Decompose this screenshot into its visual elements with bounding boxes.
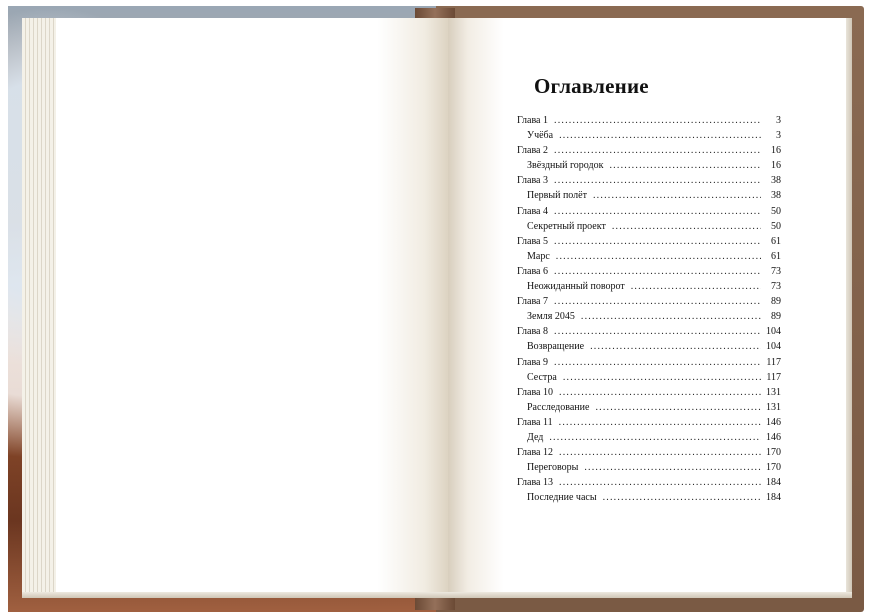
toc-page-number: 38: [771, 175, 781, 187]
toc-entry-label: Дед: [527, 431, 544, 443]
toc-entry-label: Земля 2045: [527, 311, 575, 323]
toc-entry-label: Звёздный городок: [527, 160, 604, 172]
toc-dot-leader: [559, 475, 761, 490]
toc-page-number: 117: [766, 356, 781, 368]
toc-page-number: 73: [771, 281, 781, 293]
toc-chapter-entry[interactable]: [517, 324, 781, 339]
bottom-page-stack: [22, 592, 852, 598]
toc-page-number: 104: [766, 341, 781, 353]
toc-entry-label: Расследование: [527, 401, 590, 413]
right-page-edge: [846, 18, 852, 598]
toc-page-number: 170: [766, 462, 781, 474]
toc-chapter-entry[interactable]: [517, 475, 781, 490]
toc-page-number: 50: [771, 220, 781, 232]
toc-dot-leader: [554, 324, 761, 339]
toc-chapter-entry[interactable]: [517, 385, 781, 400]
toc-entry-label: Глава 12: [517, 447, 553, 459]
toc-dot-leader: [563, 370, 761, 385]
toc-entry-label: Глава 2: [517, 145, 548, 157]
toc-entry-label: Сестра: [527, 371, 557, 383]
toc-subentry[interactable]: [517, 249, 781, 264]
toc-chapter-entry[interactable]: [517, 173, 781, 188]
toc-entry-label: Марс: [527, 250, 550, 262]
toc-dot-leader: [559, 385, 761, 400]
toc-page-number: 50: [771, 205, 781, 217]
toc-subentry[interactable]: [517, 279, 781, 294]
toc-entry-label: Переговоры: [527, 462, 579, 474]
toc-page-number: 117: [766, 371, 781, 383]
toc-subentry[interactable]: [517, 490, 781, 505]
toc-entry-label: Глава 8: [517, 326, 548, 338]
toc-chapter-entry[interactable]: [517, 415, 781, 430]
toc-dot-leader: [554, 294, 761, 309]
toc-dot-leader: [554, 173, 761, 188]
toc-dot-leader: [603, 490, 761, 505]
toc-page-number: 131: [766, 401, 781, 413]
left-page[interactable]: [56, 18, 448, 594]
toc-entry-label: Глава 7: [517, 296, 548, 308]
toc-dot-leader: [609, 158, 761, 173]
toc-dot-leader: [595, 400, 761, 415]
toc-dot-leader: [559, 128, 761, 143]
toc-page-number: 3: [776, 115, 781, 126]
toc-page-number: 38: [771, 190, 781, 202]
toc-dot-leader: [612, 219, 761, 234]
toc-dot-leader: [554, 264, 761, 279]
table-of-contents: [517, 113, 781, 505]
toc-title: Оглавление: [534, 74, 649, 98]
toc-entry-label: Глава 9: [517, 356, 548, 368]
toc-page-number: 16: [771, 160, 781, 172]
toc-entry-label: Учёба: [527, 130, 554, 142]
toc-page-number: 146: [766, 431, 781, 443]
toc-subentry[interactable]: [517, 460, 781, 475]
toc-entry-label: Секретный проект: [527, 220, 606, 232]
toc-dot-leader: [554, 234, 761, 249]
toc-subentry[interactable]: [517, 188, 781, 203]
toc-chapter-entry[interactable]: [517, 445, 781, 460]
toc-subentry[interactable]: [517, 370, 781, 385]
toc-dot-leader: [559, 445, 761, 460]
toc-chapter-entry[interactable]: [517, 264, 781, 279]
toc-entry-label: Глава 4: [517, 205, 548, 217]
toc-subentry[interactable]: [517, 400, 781, 415]
toc-chapter-entry[interactable]: [517, 204, 781, 219]
toc-page-number: 16: [771, 145, 781, 157]
toc-entry-label: Возвращение: [527, 341, 585, 353]
toc-chapter-entry[interactable]: [517, 234, 781, 249]
toc-dot-leader: [581, 309, 761, 324]
toc-subentry[interactable]: [517, 219, 781, 234]
toc-dot-leader: [554, 355, 761, 370]
toc-page-number: 3: [776, 130, 781, 142]
toc-entry-label: Первый полёт: [527, 190, 587, 202]
toc-entry-label: Глава 1: [517, 115, 548, 126]
toc-subentry[interactable]: [517, 158, 781, 173]
toc-chapter-entry[interactable]: [517, 355, 781, 370]
toc-entry-label: Неожиданный поворот: [527, 281, 625, 293]
toc-chapter-entry[interactable]: [517, 294, 781, 309]
toc-chapter-entry[interactable]: [517, 113, 781, 128]
toc-entry-label: Последние часы: [527, 492, 597, 504]
toc-subentry[interactable]: [517, 128, 781, 143]
toc-chapter-entry[interactable]: [517, 143, 781, 158]
toc-page-number: 131: [766, 386, 781, 398]
page-stack-edge: [22, 18, 58, 594]
toc-subentry[interactable]: [517, 430, 781, 445]
toc-subentry[interactable]: [517, 309, 781, 324]
toc-dot-leader: [559, 415, 761, 430]
toc-entry-label: Глава 10: [517, 386, 553, 398]
toc-subentry[interactable]: [517, 339, 781, 354]
toc-dot-leader: [554, 143, 761, 158]
toc-page-number: 146: [766, 416, 781, 428]
toc-page-number: 170: [766, 447, 781, 459]
toc-page-number: 89: [771, 311, 781, 323]
toc-page-number: 61: [771, 235, 781, 247]
toc-page-number: 104: [766, 326, 781, 338]
toc-dot-leader: [556, 249, 761, 264]
toc-entry-label: Глава 5: [517, 235, 548, 247]
toc-dot-leader: [549, 430, 761, 445]
toc-dot-leader: [554, 204, 761, 219]
toc-dot-leader: [593, 188, 761, 203]
toc-page-number: 184: [766, 477, 781, 489]
toc-entry-label: Глава 6: [517, 265, 548, 277]
toc-page-number: 89: [771, 296, 781, 308]
toc-entry-label: Глава 11: [517, 416, 553, 428]
toc-page-number: 73: [771, 265, 781, 277]
toc-dot-leader: [584, 460, 761, 475]
toc-dot-leader: [554, 113, 761, 128]
toc-entry-label: Глава 3: [517, 175, 548, 187]
toc-entry-label: Глава 13: [517, 477, 553, 489]
toc-page-number: 184: [766, 492, 781, 504]
toc-dot-leader: [590, 339, 761, 354]
toc-dot-leader: [631, 279, 761, 294]
toc-page-number: 61: [771, 250, 781, 262]
